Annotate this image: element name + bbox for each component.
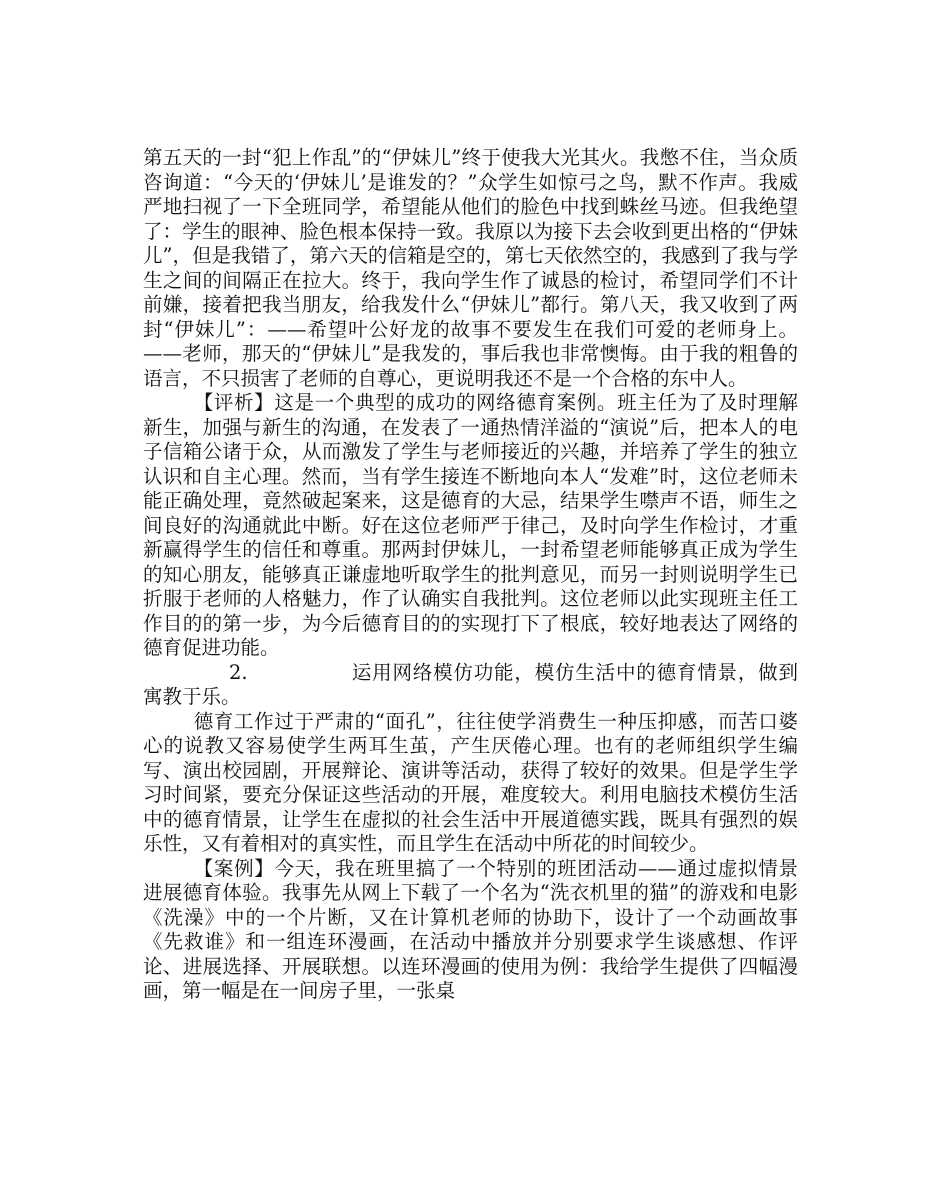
paragraph-analysis: 【评析】这是一个典型的成功的网络德育案例。班主任为了及时理解新生，加强与新生的沟通，在发表了一通热情洋溢的“演说”后，把本人的电子信箱公诸于众，从而激发了学生与老师接近的兴趣，并培养了学生的独立认识和自主心理。然而，当有学生接连不断地向本人“发难”时，这位老师未能正确处理，竟然破起案来，这是德育的大忌，结果学生噤声不语，师生之间良好的沟通就此中断。好在这位老师严于律己，及时向学生作检讨，才重新赢得学生的信任和尊重。那两封伊妹儿，一封希望老师能够真正成为学生的知心朋友，能够真正谦虚地听取学生的批判意见，而另一封则说明学生已折服于老师的人格魅力，作了认确实自我批判。这位老师以此实现班主任工作目的的第一步，为今后德育目的的实现打下了根底，较好地表达了网络的德育促进功能。 — [143, 391, 798, 659]
paragraph-story-continuation: 第五天的一封“犯上作乱”的“伊妹儿”终于使我大光其火。我憋不住，当众质咨询道：“今天的‘伊妹儿’是谁发的？”众学生如惊弓之鸟，默不作声。我威严地扫视了一下全班同学，希望能从他们的脸色中找到蛛丝马迹。但我绝望了：学生的眼神、脸色根本保持一致。我原以为接下去会收到更出格的“伊妹儿”，但是我错了，第六天的信箱是空的，第七天依然空的，我感到了我与学生之间的间隔正在拉大。终于，我向学生作了诚恳的检讨，希望同学们不计前嫌，接着把我当朋友，给我发什么“伊妹儿”都行。第八天，我又收到了两封“伊妹儿”：——希望叶公好龙的故事不要发生在我们可爱的老师身上。——老师，那天的“伊妹儿”是我发的，事后我也非常懊悔。由于我的粗鲁的语言，不只损害了老师的自尊心，更说明我还不是一个合格的东中人。 — [143, 146, 798, 390]
section-number: 2. — [229, 660, 248, 684]
paragraph-context: 德育工作过于严肃的“面孔”，往往使学消费生一种压抑感，而苦口婆心的说教又容易使学生两耳生茧，产生厌倦心理。也有的老师组织学生编写、演出校园剧，开展辩论、演讲等活动，获得了较好的效果。但是学生学习时间紧，要充分保证这些活动的开展，难度较大。利用电脑技术模仿生活中的德育情景，让学生在虚拟的社会生活中开展道德实践，既具有强烈的娱乐性，又有着相对的真实性，而且学生在活动中所花的时间较少。 — [143, 709, 798, 855]
section-heading-text: 运用网络模仿功能，模仿生活中的德育情景，做到寓教于乐。 — [143, 660, 798, 708]
section-heading — [143, 661, 798, 710]
document-page — [143, 146, 798, 1004]
paragraph-case: 【案例】今天，我在班里搞了一个特别的班团活动——通过虚拟情景进展德育体验。我事先从网上下载了一个名为“洗衣机里的猫”的游戏和电影《洗澡》中的一个片断，又在计算机老师的协助下，设计了一个动画故事《先救谁》和一组连环漫画，在活动中播放并分别要求学生谈感想、作评论、进展选择、开展联想。以连环漫画的使用为例：我给学生提供了四幅漫画，第一幅是在一间房子里，一张桌 — [143, 856, 798, 1002]
